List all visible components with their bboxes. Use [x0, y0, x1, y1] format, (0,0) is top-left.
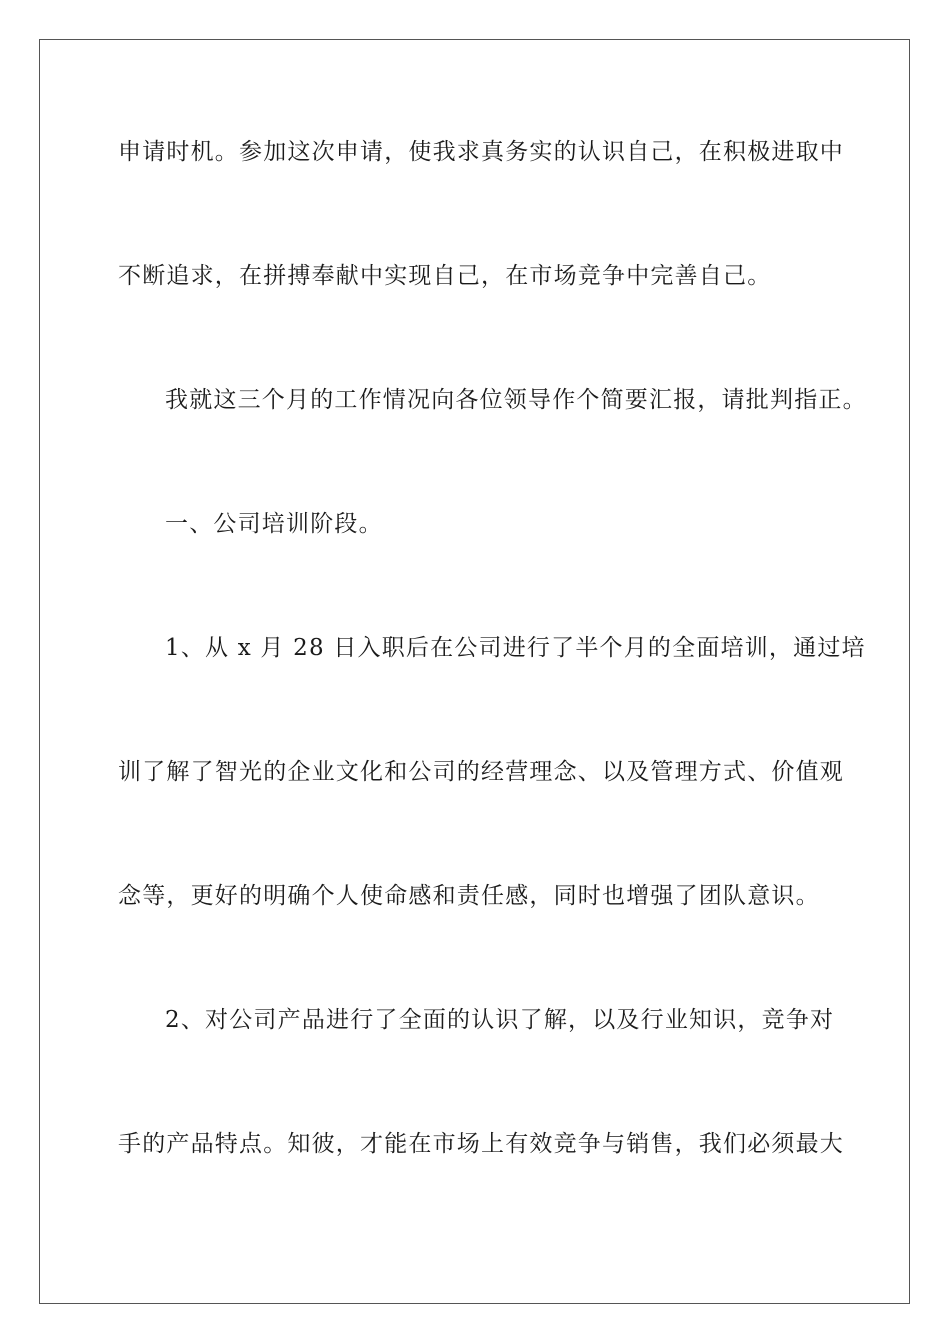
paragraph-line-8: 2、对公司产品进行了全面的认识了解，以及行业知识，竞争对 [165, 1007, 835, 1033]
paragraph-line-1: 申请时机。参加这次申请，使我求真务实的认识自己，在积极进取中 [118, 139, 844, 165]
paragraph-line-3: 我就这三个月的工作情况向各位领导作个简要汇报，请批判指正。 [165, 387, 867, 413]
page-border [39, 39, 910, 1304]
paragraph-line-7: 念等，更好的明确个人使命感和责任感，同时也增强了团队意识。 [118, 883, 820, 909]
paragraph-line-2: 不断追求，在拼搏奉献中实现自己，在市场竞争中完善自己。 [118, 263, 772, 289]
paragraph-line-6: 训了解了智光的企业文化和公司的经营理念、以及管理方式、价值观 [118, 759, 844, 785]
paragraph-line-5: 1、从 x 月 28 日入职后在公司进行了半个月的全面培训，通过培 [165, 635, 866, 661]
section-heading: 一、公司培训阶段。 [165, 511, 383, 537]
paragraph-line-9: 手的产品特点。知彼，才能在市场上有效竞争与销售，我们必须最大 [118, 1131, 844, 1157]
